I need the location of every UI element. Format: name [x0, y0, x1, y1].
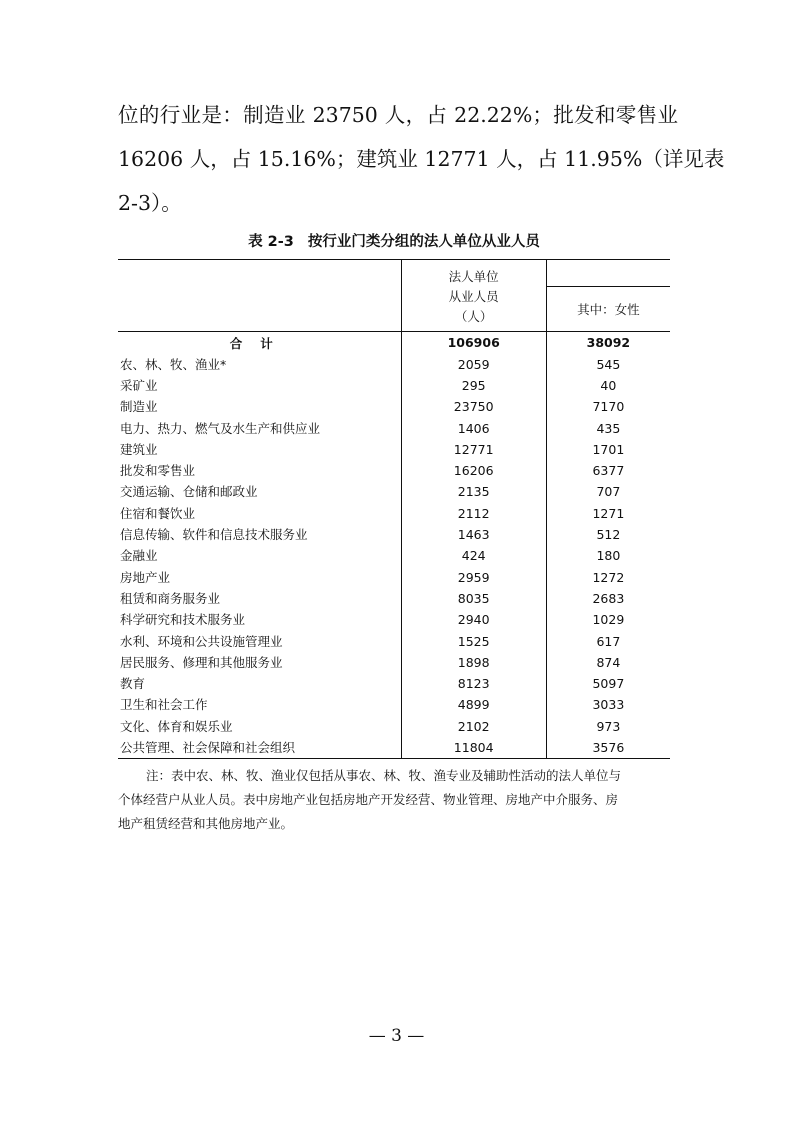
industry-cell: 交通运输、仓储和邮政业 — [120, 484, 258, 500]
female-cell: 617 — [596, 633, 621, 649]
female-cell: 1272 — [592, 569, 625, 585]
total-cell: 11804 — [401, 737, 546, 759]
body-line-1: 位的行业是：制造业 23750 人，占 22.22%；批发和零售业 — [118, 103, 678, 127]
industry-cell: 科学研究和技术服务业 — [120, 612, 246, 628]
female-cell: 180 — [596, 548, 621, 564]
female-cell: 973 — [596, 718, 621, 734]
table-note — [118, 764, 674, 836]
industry-cell: 居民服务、修理和其他服务业 — [120, 654, 283, 670]
female-cell: 435 — [596, 420, 621, 436]
female-cell: 5097 — [592, 676, 625, 692]
note-line-1: 注：表中农、林、牧、渔业仅包括从事农、林、牧、渔专业及辅助性活动的法人单位与 — [146, 768, 622, 783]
total-cell: 424 — [401, 545, 546, 566]
female-cell: 7170 — [592, 399, 625, 415]
page-number: — 3 — — [368, 1026, 425, 1046]
table-caption-number: 表 2-3 — [248, 234, 294, 250]
total-cell: 2059 — [401, 354, 546, 375]
table-row — [118, 481, 670, 502]
female-cell: 1271 — [592, 505, 625, 521]
total-cell: 2112 — [401, 503, 546, 524]
table-caption-title: 按行业门类分组的法人单位从业人员 — [307, 234, 540, 250]
header-total-line3: （人） — [401, 307, 546, 332]
female-cell: 512 — [596, 527, 621, 543]
table-row — [118, 354, 670, 375]
female-cell: 6377 — [592, 463, 625, 479]
industry-cell: 卫生和社会工作 — [120, 697, 208, 713]
total-cell: 1406 — [401, 417, 546, 438]
industry-cell: 租赁和商务服务业 — [120, 590, 221, 606]
total-value: 106906 — [401, 331, 546, 354]
industry-employment-table — [118, 259, 670, 759]
table-row — [118, 396, 670, 417]
total-cell: 8123 — [401, 673, 546, 694]
total-cell: 295 — [401, 375, 546, 396]
table-row — [118, 737, 670, 759]
header-industry-cell — [118, 260, 401, 332]
female-cell: 2683 — [592, 590, 625, 606]
body-line-2: 16206 人，占 15.16%；建筑业 12771 人，占 11.95%（详见表 — [118, 147, 725, 171]
table-total-row — [118, 331, 670, 354]
total-cell: 12771 — [401, 439, 546, 460]
total-cell: 2135 — [401, 481, 546, 502]
body-line-3: 2-3）。 — [118, 191, 182, 215]
header-female: 其中：女性 — [546, 287, 670, 332]
industry-cell: 文化、体育和娱乐业 — [120, 718, 233, 734]
female-cell: 40 — [600, 377, 617, 393]
table-row — [118, 375, 670, 396]
total-cell: 2940 — [401, 609, 546, 630]
header-female-spacer — [546, 260, 670, 287]
female-cell: 3033 — [592, 697, 625, 713]
table-row — [118, 630, 670, 651]
note-line-2: 个体经营户从业人员。表中房地产业包括房地产开发经营、物业管理、房地产中介服务、房 — [118, 792, 619, 807]
table-row — [118, 524, 670, 545]
total-female-value: 38092 — [546, 331, 670, 354]
total-cell: 4899 — [401, 694, 546, 715]
table-row — [118, 417, 670, 438]
table-header-row — [118, 260, 670, 287]
table-caption — [118, 232, 670, 252]
header-total-line2: 从业人员 — [401, 287, 546, 307]
total-cell: 23750 — [401, 396, 546, 417]
body-paragraph — [118, 95, 725, 223]
female-cell: 3576 — [546, 737, 670, 759]
industry-cell: 公共管理、社会保障和社会组织 — [118, 737, 401, 759]
industry-cell: 电力、热力、燃气及水生产和供应业 — [120, 420, 321, 436]
industry-cell: 制造业 — [120, 399, 158, 415]
industry-cell: 金融业 — [120, 548, 158, 564]
industry-cell: 农、林、牧、渔业* — [120, 356, 227, 372]
female-cell: 1701 — [592, 441, 625, 457]
total-cell: 1463 — [401, 524, 546, 545]
table-row — [118, 566, 670, 587]
industry-cell: 房地产业 — [120, 569, 171, 585]
total-cell: 8035 — [401, 588, 546, 609]
note-line-3: 地产租赁经营和其他房地产业。 — [118, 816, 294, 831]
table-row — [118, 545, 670, 566]
industry-cell: 住宿和餐饮业 — [120, 505, 196, 521]
table-row — [118, 694, 670, 715]
table-row — [118, 460, 670, 481]
female-cell: 874 — [596, 654, 621, 670]
industry-cell: 建筑业 — [120, 441, 158, 457]
industry-cell: 水利、环境和公共设施管理业 — [120, 633, 283, 649]
industry-cell: 教育 — [120, 676, 146, 692]
table-row — [118, 609, 670, 630]
industry-cell: 批发和零售业 — [120, 463, 196, 479]
total-cell: 2959 — [401, 566, 546, 587]
industry-cell: 信息传输、软件和信息技术服务业 — [120, 527, 308, 543]
female-cell: 545 — [596, 356, 621, 372]
female-cell: 707 — [596, 484, 621, 500]
table-row — [118, 503, 670, 524]
header-total-line1: 法人单位 — [401, 260, 546, 287]
table-row — [118, 439, 670, 460]
total-cell: 2102 — [401, 716, 546, 737]
total-cell: 1898 — [401, 652, 546, 673]
table-row — [118, 716, 670, 737]
total-cell: 16206 — [401, 460, 546, 481]
female-cell: 1029 — [592, 612, 625, 628]
industry-cell: 采矿业 — [120, 377, 158, 393]
total-label: 合计 — [118, 331, 401, 354]
table-row — [118, 588, 670, 609]
table-row — [118, 673, 670, 694]
total-cell: 1525 — [401, 630, 546, 651]
table-row — [118, 652, 670, 673]
